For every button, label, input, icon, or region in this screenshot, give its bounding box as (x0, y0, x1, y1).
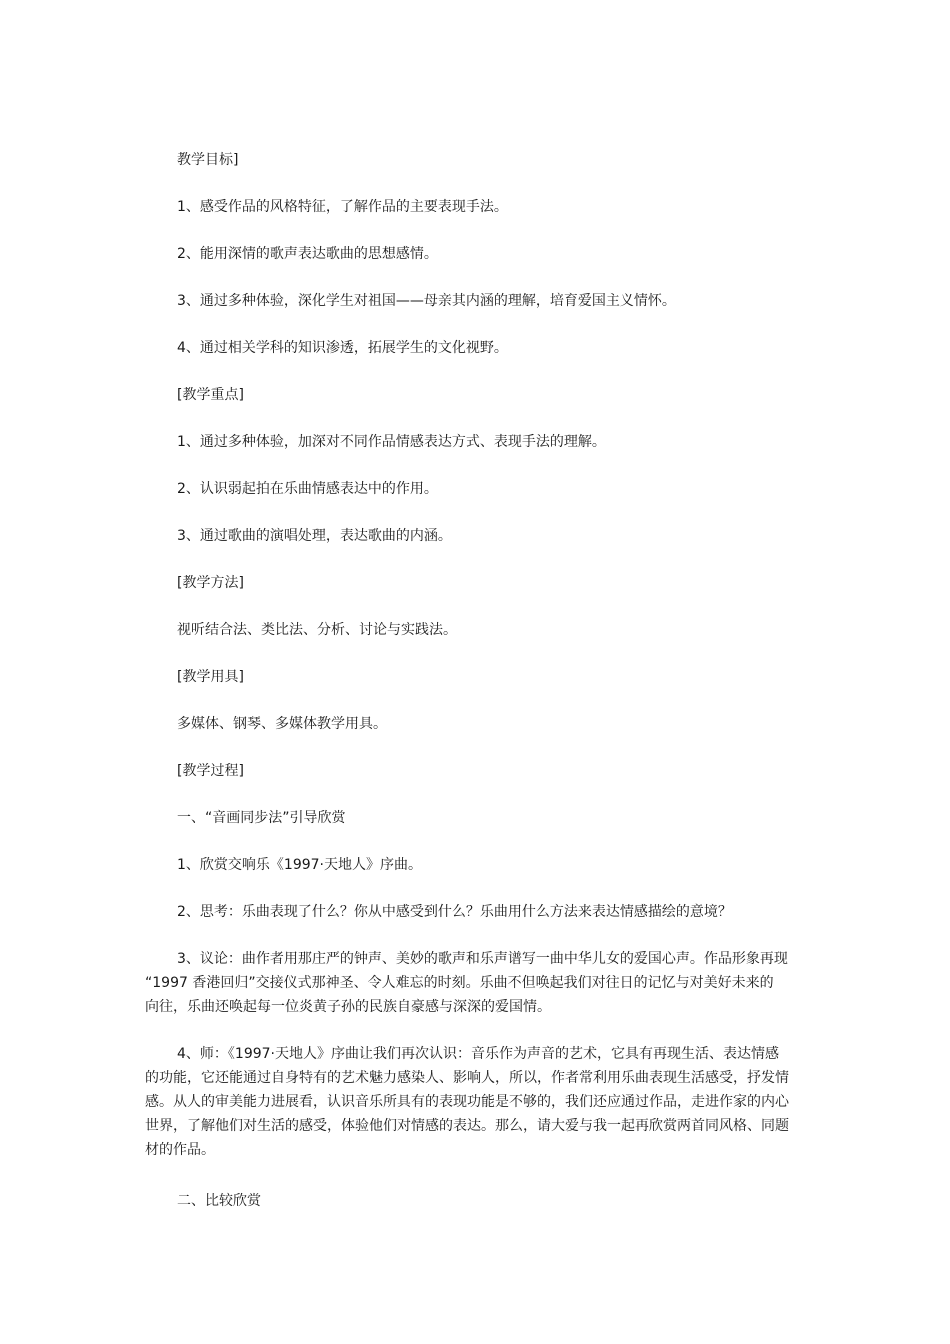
key-point-item-3: 3、通过歌曲的演唱处理，表达歌曲的内涵。 (177, 528, 452, 544)
section-heading-key-points: [教学重点] (177, 387, 244, 403)
process-part-1-title: 一、“音画同步法”引导欣赏 (177, 810, 346, 826)
paragraph-line: 的功能，它还能通过自身特有的艺术魅力感染人、影响人，所以，作者常利用乐曲表现生活感受，抒发情 (145, 1070, 789, 1086)
process-step-4-paragraph (145, 1042, 807, 1162)
paragraph-line: 感。从人的审美能力进展看，认识音乐所具有的表现功能是不够的，我们还应通过作品，走进作家的内心 (145, 1094, 789, 1110)
paragraph-line: 材的作品。 (145, 1142, 215, 1158)
paragraph-line: 3、议论：曲作者用那庄严的钟声、美妙的歌声和乐声谱写一曲中华儿女的爱国心声。作品形象再现 (177, 951, 788, 967)
key-point-item-2: 2、认识弱起拍在乐曲情感表达中的作用。 (177, 481, 438, 497)
process-part-2-title: 二、比较欣赏 (177, 1193, 261, 1209)
objective-item-4: 4、通过相关学科的知识渗透，拓展学生的文化视野。 (177, 340, 508, 356)
section-heading-objectives: 教学目标] (177, 152, 239, 168)
key-point-item-1: 1、通过多种体验，加深对不同作品情感表达方式、表现手法的理解。 (177, 434, 606, 450)
paragraph-line: 世界，了解他们对生活的感受，体验他们对情感的表达。那么，请大爱与我一起再欣赏两首同风格、同题 (145, 1118, 789, 1134)
process-step-2: 2、思考：乐曲表现了什么？你从中感受到什么？乐曲用什么方法来表达情感描绘的意境？ (177, 904, 732, 920)
paragraph-line: “1997 香港回归”交接仪式那神圣、令人难忘的时刻。乐曲不但唤起我们对往日的记忆与对美好未来的 (145, 975, 774, 991)
section-heading-process: [教学过程] (177, 763, 244, 779)
paragraph-line: 向往，乐曲还唤起每一位炎黄子孙的民族自豪感与深深的爱国情。 (145, 999, 551, 1015)
tools-text: 多媒体、钢琴、多媒体教学用具。 (177, 716, 387, 732)
process-step-3-paragraph (145, 947, 807, 1019)
methods-text: 视听结合法、类比法、分析、讨论与实践法。 (177, 622, 457, 638)
paragraph-line: 4、师：《1997·天地人》序曲让我们再次认识：音乐作为声音的艺术，它具有再现生活、表达情感 (177, 1046, 779, 1062)
section-heading-methods: [教学方法] (177, 575, 244, 591)
document-body (145, 148, 807, 1213)
section-heading-tools: [教学用具] (177, 669, 244, 685)
objective-item-2: 2、能用深情的歌声表达歌曲的思想感情。 (177, 246, 438, 262)
objective-item-3: 3、通过多种体验，深化学生对祖国——母亲其内涵的理解，培育爱国主义情怀。 (177, 293, 676, 309)
process-step-1: 1、欣赏交响乐《1997·天地人》序曲。 (177, 857, 422, 873)
objective-item-1: 1、感受作品的风格特征，了解作品的主要表现手法。 (177, 199, 508, 215)
